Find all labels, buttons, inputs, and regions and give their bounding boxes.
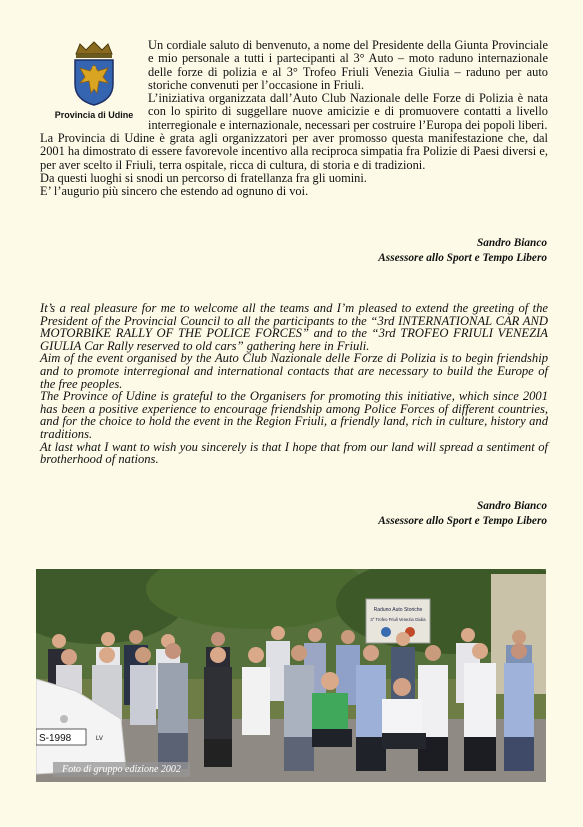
signature-title: Assessore allo Sport e Tempo Libero — [378, 514, 547, 527]
italian-paragraph: E’ l’augurio più sincero che estendo ad ognuno di voi. — [40, 184, 309, 199]
group-photo-illustration — [36, 569, 546, 782]
english-paragraph: It’s a real pleasure for me to welcome all the teams and I’m pleased to extend the greeting of the President of the Provincial Council to all the participants to the “3rd INTERNATIONAL CAR AND MOTORBIKE RALLY OF THE POLICE FORCES” and to the “3rd TROFEO FRIULI VENEZIA GIULIA Car Rally reserved to old cars” gathering here in Friuli. — [40, 301, 548, 353]
plate-suffix: LV — [96, 736, 103, 742]
italian-signature — [247, 236, 547, 265]
photo-caption: Foto di gruppo edizione 2002 — [53, 762, 190, 777]
italian-paragraph: L’iniziativa organizzata dall’Auto Club Nazionale delle Forze di Polizia è nata con lo spirito di suggellare nuove amicizie e di promuovere contatti a livello interregionale e internazionale, necessari per costruire l’Europa dei popoli liberi. — [148, 91, 548, 132]
banner-line-2: 3° Trofeo Friuli Venezia Giulia — [370, 617, 426, 622]
italian-paragraph: Un cordiale saluto di benvenuto, a nome del Presidente della Giunta Provinciale e mio personale a tutti i partecipanti al 3° Auto – moto raduno internazionale delle forze di polizia e al 3° Trofeo Friuli Venezia Giulia – raduno per auto storiche convenuti per l’occasione in Friuli. — [148, 38, 548, 92]
group-photo — [36, 569, 546, 782]
signature-title: Assessore allo Sport e Tempo Libero — [378, 251, 547, 264]
signature-name: Sandro Bianco — [477, 237, 547, 249]
italian-paragraph: La Provincia di Udine è grata agli organizzatori per aver promosso questa manifestazione che, dal 2001 ha dimostrato di essere favorevole incentivo alla reciproca simpatia fra Polizie di Paesi diversi e, per aver scelto il Friuli, terra ospitale, ricca di cultura, di storia e di tradizioni. — [40, 131, 548, 172]
english-paragraph: The Province of Udine is grateful to the Organisers for promoting this initiative, which since 2001 has been a positive experience to encourage friendship among Police Forces of different countries, and for the choice to hold the event in the Region Friuli, a friendly land, rich in culture, history and traditions. — [40, 389, 548, 441]
italian-paragraph: Da questi luoghi si snodi un percorso di fratellanza fra gli uomini. — [40, 170, 367, 185]
english-paragraph: Aim of the event organised by the Auto Club Nazionale delle Forze di Polizia is to begin friendship and to promote interregional and international contacts that are necessary to build the Europe of the free peoples. — [40, 351, 548, 391]
signature-name: Sandro Bianco — [477, 500, 547, 512]
english-text — [40, 302, 548, 466]
license-plate: S-1998 — [39, 733, 72, 744]
banner-line-1: Raduno Auto Storiche — [373, 607, 423, 613]
italian-text — [40, 39, 548, 199]
crest-label: Provincia di Udine — [54, 110, 134, 120]
english-signature — [247, 499, 547, 528]
english-paragraph: At last what I want to wish you sincerely is that I hope that from our land will spread a sentiment of brotherhood of nations. — [40, 439, 548, 467]
